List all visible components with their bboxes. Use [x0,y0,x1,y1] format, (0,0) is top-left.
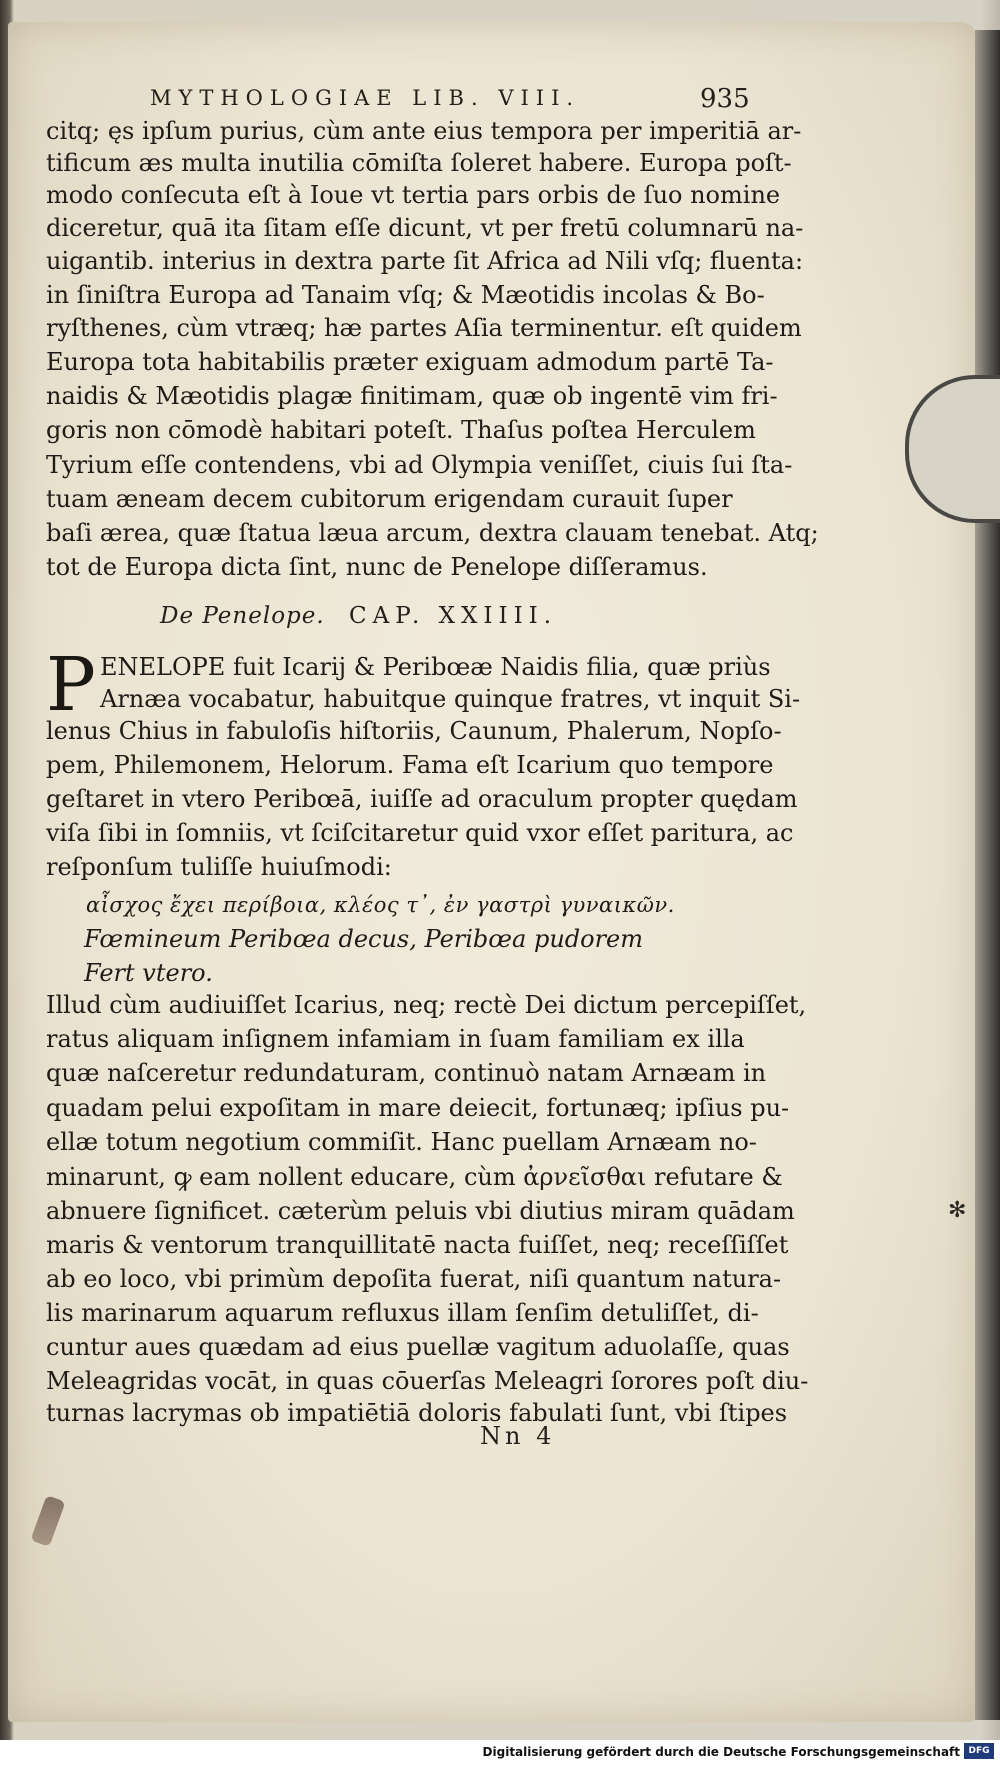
text-line: turnas lacrymas ob impatiētiā doloris fabulati ſunt, vbi ſtipes [46,1399,788,1427]
text-line: geſtaret in vtero Peribœā, iuiſſe ad oraculum propter quędam [46,785,798,813]
asterisk-ornament-icon: ✻ [948,1198,967,1223]
drop-cap: P [46,642,96,728]
text-line: tificum æs multa inutilia cōmiſta ſoleret habere. Europa poſt- [46,149,792,177]
text-line: diceretur, quā ita ſitam eſſe dicunt, vt per fretū columnarū na- [46,214,804,242]
text-line: baſi ærea, quæ ſtatua læua arcum, dextra clauam tenebat. Atq; [46,519,819,547]
text-line: pem, Philemonem, Helorum. Fama eſt Icarium quo tempore [46,751,774,779]
text-line: Meleagridas vocāt, in quas cōuerſas Meleagri ſorores poſt diu- [46,1367,809,1395]
dfg-logo-icon: DFG [964,1743,994,1759]
text-line: Tyrium eſſe contendens, vbi ad Olympia veniſſet, ciuis ſui ſta- [46,451,793,479]
text-line: ratus aliquam inſignem infamiam in ſuam familiam ex illa [46,1025,745,1053]
text-line: minarunt, ꝙ eam nollent educare, cùm ἀρνεῖσθαι refutare & [46,1163,783,1191]
greek-verse: αἶσχος ἔχει περίβοια, κλέος τ᾽, ἐν γαστρὶ γυναικῶν. [86,893,675,917]
text-line: goris non cōmodè habitari poteſt. Thaſus poſtea Herculem [46,416,756,444]
footer-text: Digitalisierung gefördert durch die Deutsche Forschungsgemeinschaft [482,1745,960,1759]
text-line: Europa tota habitabilis præter exiguam admodum partē Ta- [46,348,774,376]
text-line: ab eo loco, vbi primùm depoſita fuerat, niſi quantum natura- [46,1265,782,1293]
right-book-edge [975,30,1000,1720]
text-line: tuam æneam decem cubitorum erigendam curauit ſuper [46,485,733,513]
text-line: Arnæa vocabatur, habuitque quinque fratres, vt inquit Si- [100,685,801,713]
text-line: in ſiniſtra Europa ad Tanaim vſq; & Mæotidis incolas & Bo- [46,281,765,309]
chapter-heading [160,603,557,629]
text-line: modo conſecuta eſt à Ioue vt tertia pars orbis de ſuo nomine [46,181,781,209]
text-line: citq; ęs ipſum purius, cùm ante eius tempora per imperitiā ar- [46,117,802,145]
verse-line: Fert vtero. [84,959,213,987]
text-line: lenus Chius in fabuloſis hiſtoriis, Caunum, Phalerum, Nopſo- [46,717,782,745]
text-line: ellæ totum negotium commiſit. Hanc puellam Arnæam no- [46,1128,757,1156]
text-line: reſponſum tuliſſe huiuſmodi: [46,853,392,881]
text-line: uigantib. interius in dextra parte ſit Africa ad Nili vſq; fluenta: [46,247,804,275]
chapter-number: CAP. XXIIII. [349,603,558,629]
text-line: cuntur aues quædam ad eius puellæ vagitum aduolaſſe, quas [46,1333,790,1361]
text-line: tot de Europa dicta ſint, nunc de Penelope diſſeramus. [46,553,708,581]
text-line: quadam pelui expoſitam in mare deiecit, fortunæq; ipſius pu- [46,1094,790,1122]
text-line: ryſthenes, cùm vtræq; hæ partes Aſia terminentur. eſt quidem [46,314,802,342]
page-number: 935 [700,84,750,114]
signature-mark: Nn 4 [480,1422,556,1450]
text-line: lis marinarum aquarum refluxus illam ſenſim detuliſſet, di- [46,1299,759,1327]
text-line: naidis & Mæotidis plagæ finitimam, quæ ob ingentē vim fri- [46,382,778,410]
chapter-title: De Penelope. [160,603,325,629]
text-line: abnuere ſignificet. cæterùm peluis vbi diutius miram quādam [46,1197,795,1225]
text-line: Illud cùm audiuiſſet Icarius, neq; rectè Dei dictum percepiſſet, [46,991,807,1019]
text-line: viſa ſibi in ſomniis, vt ſciſcitaretur quid vxor eſſet paritura, ac [46,819,794,847]
text-line: quæ naſceretur redundaturam, continuò natam Arnæam in [46,1059,767,1087]
text-line: maris & ventorum tranquillitatē nacta fuiſſet, neq; receſſiſſet [46,1231,789,1259]
verse-line: Fœmineum Peribœa decus, Peribœa pudorem [84,925,644,953]
running-head: MYTHOLOGIAE LIB. VIII. [150,86,581,110]
text-line: ENELOPE fuit Icarij & Peribœæ Naidis filia, quæ priùs [100,653,771,681]
digitization-footer [0,1740,1000,1765]
